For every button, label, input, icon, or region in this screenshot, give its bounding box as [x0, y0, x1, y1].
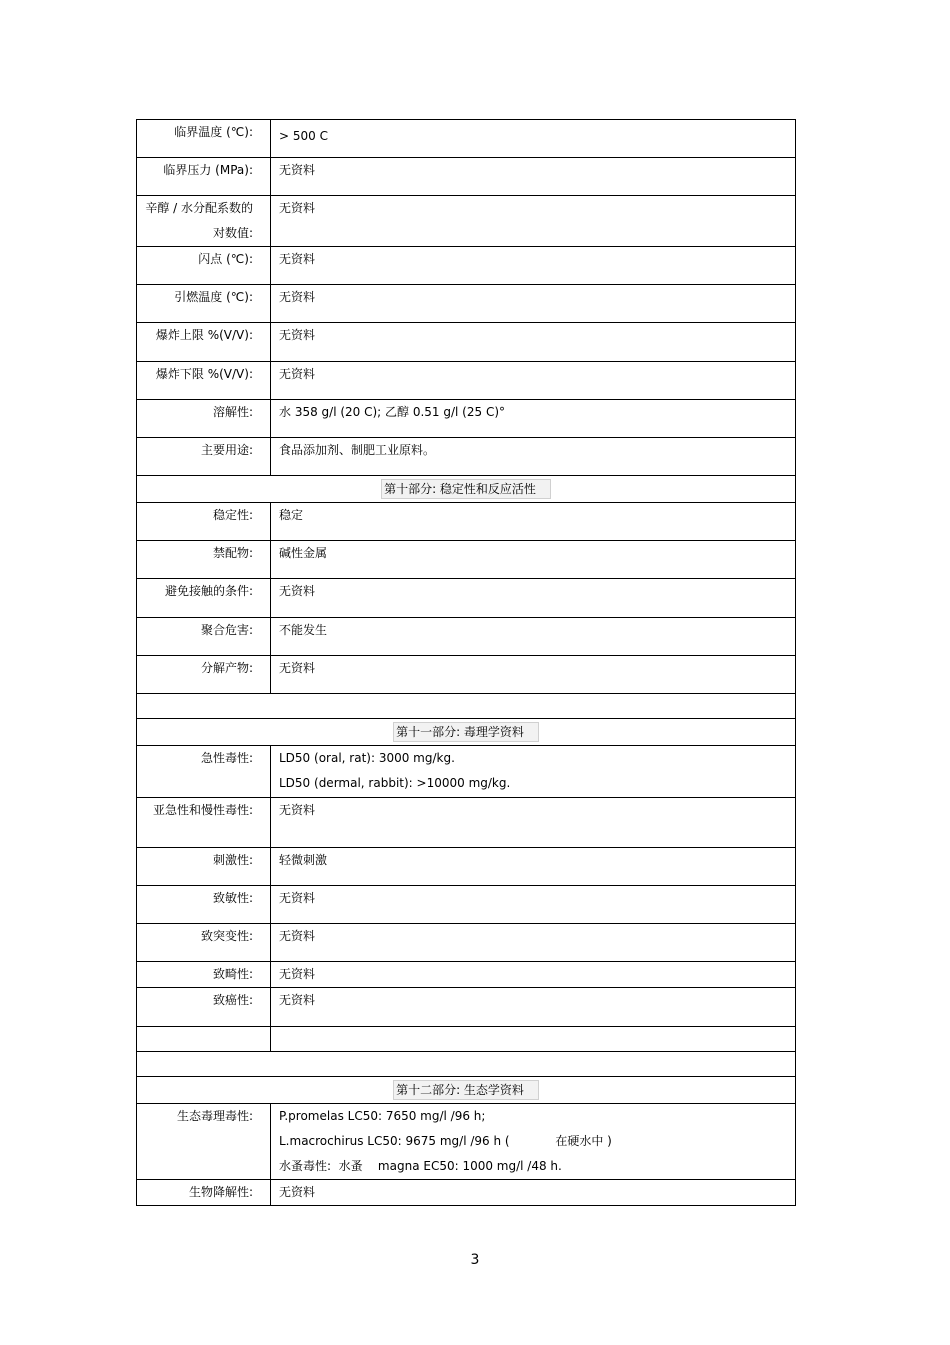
value-solubility: 水 358 g/l (20 C); 乙醇 0.51 g/l (25 C)° — [271, 400, 796, 438]
label-chronic-toxicity: 亚急性和慢性毒性: — [137, 798, 271, 848]
blank-row-2 — [137, 1052, 796, 1077]
label-critical-temp: 临界温度 (℃): — [137, 120, 271, 158]
acute-line-1: LD50 (oral, rat): 3000 mg/kg. — [279, 751, 455, 765]
label-ignition-temp: 引燃温度 (℃): — [137, 285, 271, 323]
label-acute-toxicity: 急性毒性: — [137, 746, 271, 798]
eco-line-1: P.promelas LC50: 7650 mg/l /96 h; — [279, 1109, 486, 1123]
value-flash-point: 无资料 — [271, 247, 796, 285]
value-explosion-upper: 无资料 — [271, 323, 796, 362]
value-main-use: 食品添加剂、制肥工业原料。 — [271, 438, 796, 476]
label-octanol-water: 辛醇 / 水分配系数的对数值: — [137, 196, 271, 247]
value-biodegradation: 无资料 — [271, 1180, 796, 1206]
value-explosion-lower: 无资料 — [271, 362, 796, 400]
label-main-use: 主要用途: — [137, 438, 271, 476]
value-stability: 稳定 — [271, 503, 796, 541]
value-critical-pressure: 无资料 — [271, 158, 796, 196]
label-explosion-lower: 爆炸下限 %(V/V): — [137, 362, 271, 400]
eco-line-2: L.macrochirus LC50: 9675 mg/l /96 h ( 在硬水中 ) — [279, 1134, 612, 1148]
label-polymerization: 聚合危害: — [137, 618, 271, 656]
value-acute-toxicity — [271, 746, 796, 798]
value-avoid-conditions: 无资料 — [271, 579, 796, 618]
value-decomposition: 无资料 — [271, 656, 796, 694]
value-polymerization: 不能发生 — [271, 618, 796, 656]
value-octanol-water: 无资料 — [271, 196, 796, 247]
eco-line-3: 水蚤毒性: 水蚤 magna EC50: 1000 mg/l /48 h. — [279, 1159, 562, 1173]
section-11-title: 第十一部分: 毒理学资料 — [393, 722, 539, 742]
label-teratogenicity: 致畸性: — [137, 962, 271, 988]
section-11-row — [137, 719, 796, 746]
blank-value-cell — [271, 1027, 796, 1052]
label-mutagenicity: 致突变性: — [137, 924, 271, 962]
label-stability: 稳定性: — [137, 503, 271, 541]
section-12-title: 第十二部分: 生态学资料 — [393, 1080, 539, 1100]
label-explosion-upper: 爆炸上限 %(V/V): — [137, 323, 271, 362]
label-flash-point: 闪点 (℃): — [137, 247, 271, 285]
section-10-row — [137, 476, 796, 503]
value-critical-temp: > 500 C — [271, 120, 796, 158]
page-number: 3 — [470, 1252, 480, 1268]
value-ignition-temp: 无资料 — [271, 285, 796, 323]
label-carcinogenicity: 致癌性: — [137, 988, 271, 1027]
label-irritation: 刺激性: — [137, 848, 271, 886]
blank-label-cell — [137, 1027, 271, 1052]
label-ecotoxicity: 生态毒理毒性: — [137, 1104, 271, 1180]
value-irritation: 轻微刺激 — [271, 848, 796, 886]
label-avoid-conditions: 避免接触的条件: — [137, 579, 271, 618]
value-chronic-toxicity: 无资料 — [271, 798, 796, 848]
label-solubility: 溶解性: — [137, 400, 271, 438]
value-incompatible: 碱性金属 — [271, 541, 796, 579]
label-critical-pressure: 临界压力 (MPa): — [137, 158, 271, 196]
label-sensitization: 致敏性: — [137, 886, 271, 924]
value-mutagenicity: 无资料 — [271, 924, 796, 962]
section-10-title: 第十部分: 稳定性和反应活性 — [381, 479, 551, 499]
value-sensitization: 无资料 — [271, 886, 796, 924]
value-carcinogenicity: 无资料 — [271, 988, 796, 1027]
section-12-row — [137, 1077, 796, 1104]
value-ecotoxicity — [271, 1104, 796, 1180]
msds-table — [136, 119, 796, 1206]
acute-line-2: LD50 (dermal, rabbit): >10000 mg/kg. — [279, 776, 511, 790]
label-biodegradation: 生物降解性: — [137, 1180, 271, 1206]
label-incompatible: 禁配物: — [137, 541, 271, 579]
blank-row — [137, 694, 796, 719]
value-teratogenicity: 无资料 — [271, 962, 796, 988]
label-decomposition: 分解产物: — [137, 656, 271, 694]
